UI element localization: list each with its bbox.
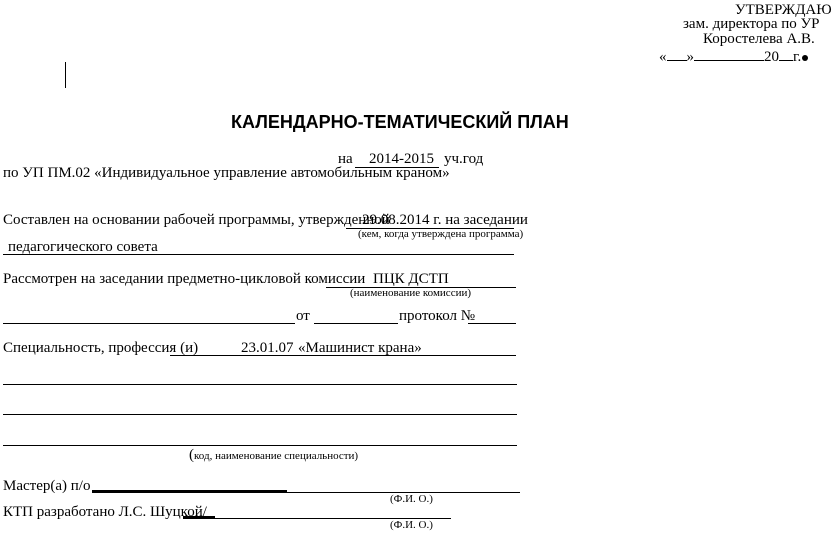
- text-cursor-mark: [65, 62, 66, 88]
- author-underline-bold: [183, 516, 215, 518]
- master-label: Мастер(а) п/о: [3, 478, 91, 494]
- basis-value2: педагогического совета: [8, 239, 158, 255]
- approval-position: зам. директора по УР: [683, 16, 820, 32]
- year-label: на: [338, 151, 353, 167]
- commission-label: Рассмотрен на заседании предметно-цикловой комиссии: [3, 271, 366, 287]
- commission-hint: (наименование комиссии): [350, 287, 472, 299]
- author-hint: (Ф.И. О.): [390, 519, 433, 531]
- basis-value: 29.08.2014 г. на заседании: [362, 212, 528, 228]
- year-suffix: уч.год: [444, 151, 484, 167]
- author-label: КТП разработано Л.С. Шуцкой/: [3, 504, 207, 520]
- master-underline-bold: [92, 490, 287, 492]
- year-value: 2014-2015: [369, 151, 434, 167]
- approval-name: Коростелева А.В.: [703, 31, 815, 47]
- commission-from: от: [296, 308, 310, 324]
- bullet-dot-icon: [802, 55, 808, 61]
- specialty-blank-line-2: [3, 414, 517, 415]
- page-title: КАЛЕНДАРНО-ТЕМАТИЧЕСКИЙ ПЛАН: [231, 112, 569, 132]
- specialty-label: Специальность, профессия (и): [3, 340, 199, 356]
- subject-line: по УП ПМ.02 «Индивидуальное управление автомобильным краном»: [3, 165, 450, 181]
- specialty-blank-line-1: [3, 384, 517, 385]
- basis-hint: (кем, когда утверждена программа): [358, 228, 524, 240]
- commission-protocol: протокол №: [399, 308, 476, 324]
- specialty-code: 23.01.07: [241, 340, 294, 356]
- basis-label: Составлен на основании рабочей программы, утвержденной: [3, 212, 390, 228]
- approval-date-line: « » 20 г.: [659, 50, 808, 65]
- commission-date-underline: [3, 323, 295, 324]
- approval-heading: УТВЕРЖДАЮ: [735, 2, 832, 18]
- commission-from-underline: [314, 323, 398, 324]
- master-hint: (Ф.И. О.): [390, 493, 433, 505]
- commission-protocol-underline: [468, 323, 516, 324]
- specialty-hint: (код, наименование специальности): [189, 447, 359, 463]
- basis-underline2: [3, 254, 514, 255]
- master-underline: [92, 492, 520, 493]
- specialty-blank-line-3: [3, 445, 517, 446]
- specialty-name: «Машинист крана»: [298, 340, 422, 356]
- commission-value: ПЦК ДСТП: [373, 271, 449, 287]
